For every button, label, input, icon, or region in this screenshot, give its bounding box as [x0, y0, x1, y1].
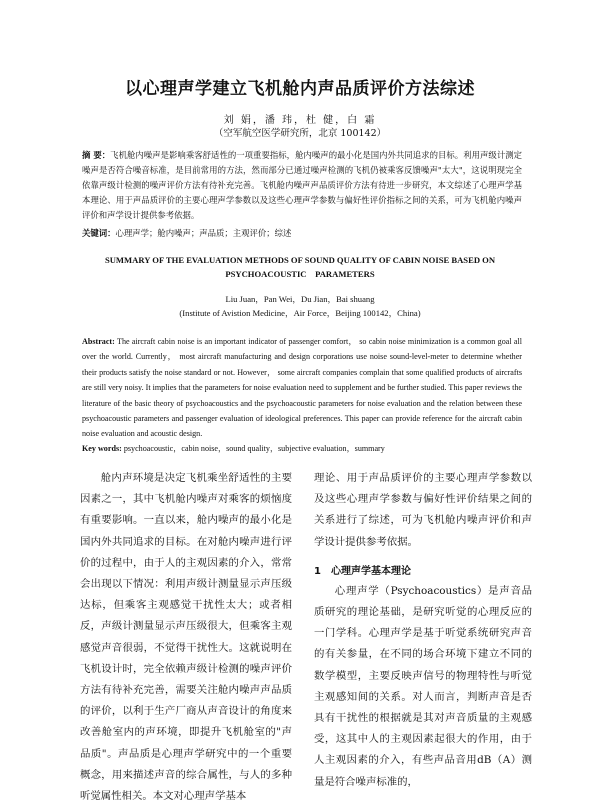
abstract-en-label: Abstract:	[82, 337, 115, 346]
abstract-en-text: The aircraft cabin noise is an important indicator of passenger comfort， so cabin noise minimization is a common goal all over the world. Currently， most aircraft manufacturing and design corporations use noise sound-level-meter to determine whether their products satisfy the noise standard or not. However， some aircraft companies complain that some qualified products of aircrafts are still very noisy. It implies that the parameters for noise evaluation need to supplement and be further studied. This paper reviews the literature of the basic theory of psychoacoustics and the psychoacoustic parameters for noise evaluation and the relation between these psychoacoustic parameters and passenger evaluation of ideological preferences. This paper can provide reference for the aircraft cabin noise evaluation and acoustic design.	[82, 337, 522, 439]
abstract-cn-text: 飞机舱内噪声是影响乘客舒适性的一项重要指标，舱内噪声的最小化是国内外共同追求的目标。利用声级计测定噪声是否符合噪音标准，是目前常用的方法，然而部分已通过噪声检测的飞机仍被乘客反馈噪声"太大"，这说明现完全依靠声级计检测的噪声评价方法有待补充完善。飞机舱内噪声声品质评价方法有待进一步研究，本文综述了心理声学基本理论、用于声品质评价的主要心理声学参数以及这些心理声学参数与偏好性评价指标之间的关系，可为飞机舱内噪声评价和声学设计提供参考依据。	[82, 150, 522, 220]
paper-title-cn: 以心理声学建立飞机舱内声品质评价方法综述	[125, 79, 475, 99]
abstract-cn-label: 摘 要：	[82, 150, 111, 160]
body-column-right	[314, 468, 532, 793]
keywords-cn-label: 关键词：	[82, 228, 116, 238]
affiliation-cn: （空军航空医学研究所，北京 100142）	[213, 128, 387, 139]
keywords-en-label: Key words:	[82, 444, 122, 453]
body-column-left	[80, 468, 292, 807]
abstract-en	[82, 334, 522, 442]
body-paragraph: 心理声学（Psychoacoustics）是声音品质研究的理论基础，是研究听觉的心理反应的一门学科。心理声学是基于听觉系统研究声音的有关参量，在不同的场合环境下建立不同的数学模型，主要反映声信号的物理特性与听觉主观感知间的关系。对人而言，判断声音是否具有干扰性的根据就是其对声音质量的主观感受，这其中人的主观因素起很大的作用，由于人主观因素的介入，有些声品音用dB（A）测量是符合噪声标准的，	[314, 584, 532, 788]
affiliation-en: (Institute of Avistion Medicine，Air Force，Beijing 100142，China)	[179, 308, 421, 318]
keywords-en	[82, 443, 522, 454]
abstract-cn	[82, 148, 522, 223]
body-paragraph: 舱内声环境是决定飞机乘坐舒适性的主要因素之一，其中飞机舱内噪声对乘客的烦恼度有重要影响。一直以来，舱内噪声的最小化是国内外共同追求的目标。在对舱内噪声进行评价的过程中，由于人的主观因素的介入，常常会出现以下情况：利用声级计测量显示声压级达标，但乘客主观感觉干扰性太大；或者相反，声级计测量显示声压级很大，但乘客主观感觉声音很弱，不觉得干扰性大。这就说明在飞机设计时，完全依赖声级计检测的噪声评价方法有待补充完善，需要关注舱内噪声声品质的评价，以利于生产厂商从声音设计的角度来改善舱室内的声环境，即提升飞机舱室的"声品质"。声品质是心理声学研究中的一个重要概念，用来描述声音的综合属性，与人的多种听觉属性相关。本文对心理声学基本	[80, 472, 292, 803]
authors-en: Liu Juan，Pan Wei，Du Jian，Bai shuang	[225, 294, 375, 304]
paper-title-en	[90, 253, 510, 281]
keywords-cn-text: 心理声学；舱内噪声；声品质；主观评价；综述	[115, 228, 292, 238]
keywords-en-text: psychoacoustic，cabin noise，sound quality，subjective evaluation，summary	[123, 444, 385, 453]
authors-cn: 刘 娟，潘 玮，杜 健，白 霜	[223, 115, 377, 126]
title-en-line2: PSYCHOACOUSTIC PARAMETERS	[225, 269, 375, 279]
section-heading: 1 心理声学基本理论	[314, 565, 411, 577]
body-paragraph-continued: 理论、用于声品质评价的主要心理声学参数以及这些心理声学参数与偏好性评价结果之间的关系进行了综述，可为飞机舱内噪声评价和声学设计提供参考依据。	[314, 472, 532, 548]
keywords-cn	[82, 226, 522, 241]
title-en-line1: SUMMARY OF THE EVALUATION METHODS OF SOUND QUALITY OF CABIN NOISE BASED ON	[104, 255, 496, 265]
